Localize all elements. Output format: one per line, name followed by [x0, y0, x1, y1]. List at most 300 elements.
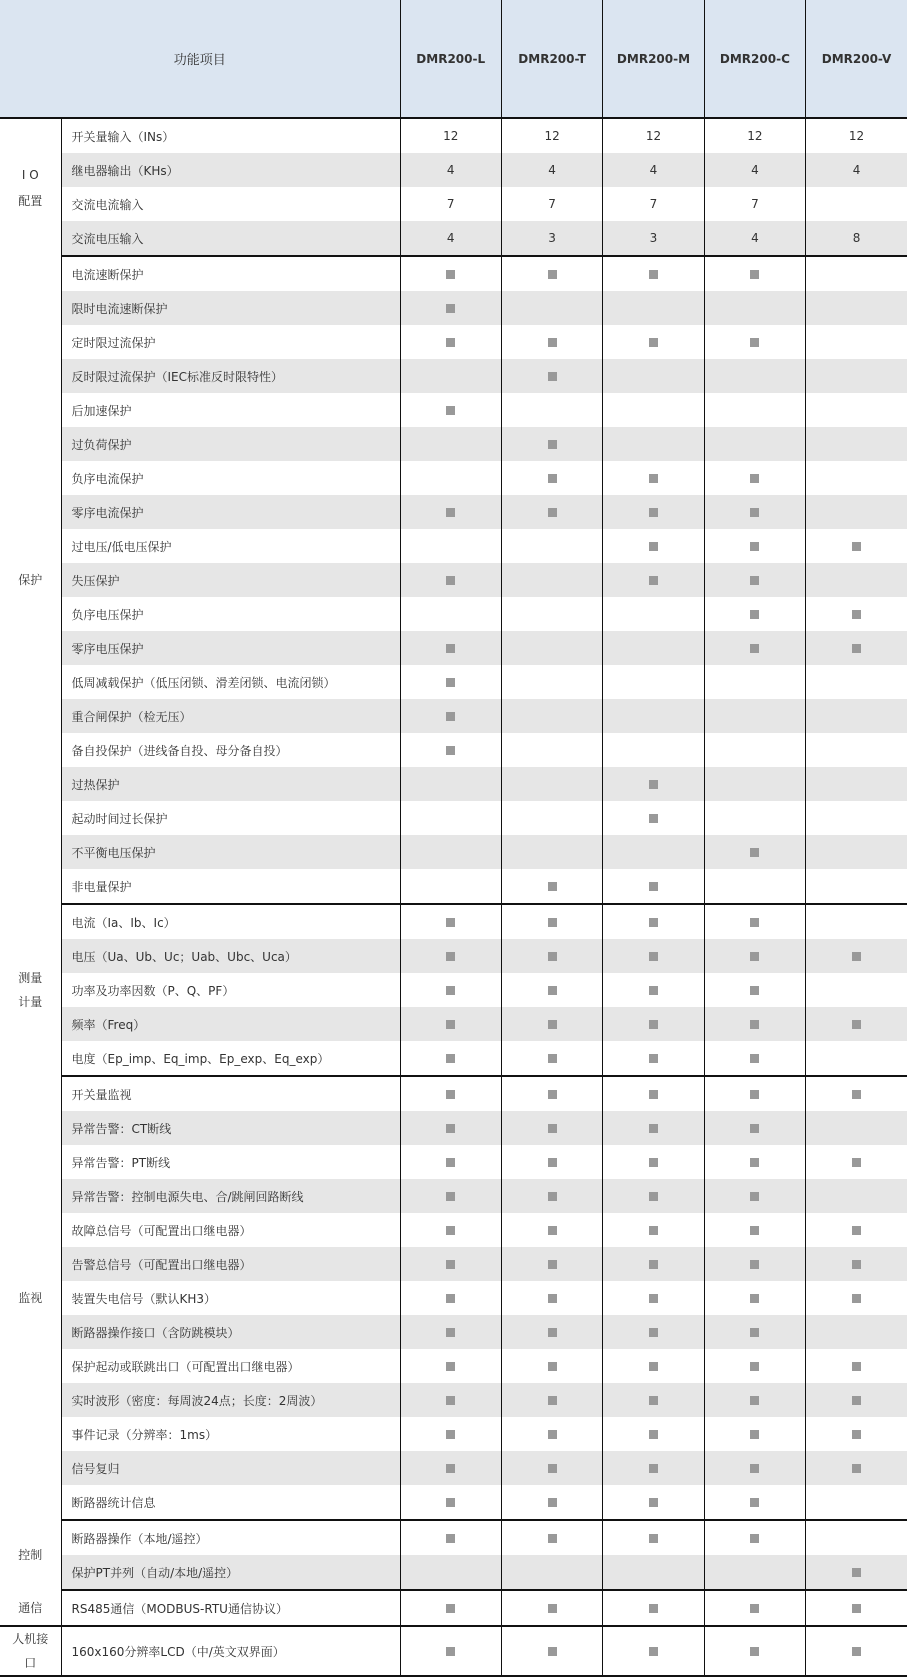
supported-square-icon	[750, 1158, 759, 1167]
value-cell-c	[704, 869, 805, 904]
value-cell-t	[501, 1007, 602, 1041]
supported-square-icon	[548, 1294, 557, 1303]
value-cell-m	[603, 529, 704, 563]
value-cell-c	[704, 359, 805, 393]
value-cell-c	[704, 1007, 805, 1041]
supported-square-icon	[852, 1090, 861, 1099]
table-row	[0, 291, 907, 325]
supported-square-icon	[649, 338, 658, 347]
table-row	[0, 939, 907, 973]
supported-square-icon	[649, 1328, 658, 1337]
value-cell-c	[704, 1111, 805, 1145]
value-cell-l	[400, 767, 501, 801]
feature-name: 断路器操作接口（含防跳模块）	[61, 1315, 400, 1349]
value-cell-l	[400, 1247, 501, 1281]
value-cell-l	[400, 1417, 501, 1451]
value-cell-v	[806, 529, 907, 563]
value-cell-t	[501, 1179, 602, 1213]
supported-square-icon	[750, 1396, 759, 1405]
supported-square-icon	[852, 1464, 861, 1473]
count-value: 3	[649, 231, 658, 245]
table-row	[0, 359, 907, 393]
feature-name: 非电量保护	[61, 869, 400, 904]
value-cell-m	[603, 325, 704, 359]
feature-name: 重合闸保护（检无压）	[61, 699, 400, 733]
value-cell-t	[501, 1451, 602, 1485]
value-cell-m	[603, 1007, 704, 1041]
supported-square-icon	[750, 1604, 759, 1613]
value-cell-l	[400, 1626, 501, 1676]
supported-square-icon	[649, 1192, 658, 1201]
value-cell-c	[704, 1520, 805, 1555]
value-cell-v	[806, 1626, 907, 1676]
value-cell-v	[806, 1349, 907, 1383]
table-body	[0, 118, 907, 1676]
table-row	[0, 1383, 907, 1417]
supported-square-icon	[852, 610, 861, 619]
value-cell-m	[603, 631, 704, 665]
table-row	[0, 1520, 907, 1555]
table-row	[0, 1451, 907, 1485]
value-cell-m	[603, 1041, 704, 1076]
header-row	[0, 0, 907, 118]
header-model-l: DMR200-L	[400, 0, 501, 118]
supported-square-icon	[548, 1604, 557, 1613]
value-cell-m	[603, 427, 704, 461]
value-cell-v	[806, 1111, 907, 1145]
value-cell-l	[400, 1179, 501, 1213]
value-cell-v	[806, 1281, 907, 1315]
value-cell-c	[704, 461, 805, 495]
value-cell-l	[400, 187, 501, 221]
supported-square-icon	[750, 1534, 759, 1543]
supported-square-icon	[750, 1294, 759, 1303]
feature-name: 后加速保护	[71, 403, 132, 418]
supported-square-icon	[649, 1464, 658, 1473]
value-cell-t	[501, 359, 602, 393]
feature-name: 起动时间过长保护	[71, 811, 168, 826]
supported-square-icon	[446, 1647, 455, 1656]
value-cell-c	[704, 801, 805, 835]
feature-name: 开关量监视	[71, 1087, 132, 1102]
value-cell-l	[400, 221, 501, 256]
value-cell-m	[603, 256, 704, 291]
value-cell-l	[400, 1315, 501, 1349]
supported-square-icon	[852, 542, 861, 551]
feature-name: 零序电压保护	[61, 631, 400, 665]
value-cell-l	[400, 529, 501, 563]
supported-square-icon	[548, 882, 557, 891]
group-label: 保护	[0, 256, 61, 904]
value-cell-m	[603, 221, 704, 256]
supported-square-icon	[446, 1294, 455, 1303]
table-row	[0, 393, 907, 427]
supported-square-icon	[446, 406, 455, 415]
count-value: 4	[548, 163, 556, 177]
count-value: 3	[548, 231, 556, 245]
table-row	[0, 529, 907, 563]
supported-square-icon	[649, 882, 658, 891]
group-label: 测量 计量	[0, 904, 61, 1076]
value-cell-v	[806, 869, 907, 904]
supported-square-icon	[548, 1498, 557, 1507]
count-value: 4	[649, 163, 658, 177]
supported-square-icon	[852, 1226, 861, 1235]
value-cell-t	[501, 118, 602, 153]
value-cell-t	[501, 665, 602, 699]
value-cell-m	[603, 1247, 704, 1281]
value-cell-t	[501, 801, 602, 835]
value-cell-t	[501, 869, 602, 904]
supported-square-icon	[750, 848, 759, 857]
value-cell-v	[806, 733, 907, 767]
value-cell-t	[501, 1349, 602, 1383]
supported-square-icon	[548, 1260, 557, 1269]
value-cell-l	[400, 461, 501, 495]
value-cell-t	[501, 1590, 602, 1626]
count-value: 8	[852, 231, 861, 245]
supported-square-icon	[446, 1260, 455, 1269]
supported-square-icon	[649, 474, 658, 483]
value-cell-t	[501, 1383, 602, 1417]
supported-square-icon	[548, 1328, 557, 1337]
supported-square-icon	[750, 1647, 759, 1656]
feature-name: 交流电流输入	[71, 197, 144, 212]
value-cell-c	[704, 904, 805, 939]
supported-square-icon	[548, 440, 557, 449]
count-value: 12	[848, 129, 865, 143]
feature-name: 保护PT并列（自动/本地/遥控）	[61, 1555, 400, 1590]
value-cell-v	[806, 699, 907, 733]
supported-square-icon	[750, 986, 759, 995]
value-cell-m	[603, 1213, 704, 1247]
supported-square-icon	[548, 1054, 557, 1063]
value-cell-t	[501, 1626, 602, 1676]
supported-square-icon	[649, 270, 658, 279]
value-cell-l	[400, 869, 501, 904]
value-cell-v	[806, 563, 907, 597]
table-row	[0, 1590, 907, 1626]
value-cell-m	[603, 291, 704, 325]
value-cell-l	[400, 1076, 501, 1111]
table-row	[0, 118, 907, 153]
supported-square-icon	[446, 1090, 455, 1099]
supported-square-icon	[446, 1362, 455, 1371]
feature-name: 断路器操作（本地/遥控）	[71, 1531, 208, 1546]
count-value: 7	[751, 197, 759, 211]
feature-name: 过负荷保护	[61, 427, 400, 461]
value-cell-v	[806, 461, 907, 495]
feature-name: 限时电流速断保护	[61, 291, 400, 325]
supported-square-icon	[548, 1464, 557, 1473]
value-cell-t	[501, 1247, 602, 1281]
value-cell-l	[400, 325, 501, 359]
value-cell-t	[501, 1213, 602, 1247]
supported-square-icon	[548, 918, 557, 927]
supported-square-icon	[750, 1054, 759, 1063]
value-cell-l	[400, 359, 501, 393]
value-cell-v	[806, 393, 907, 427]
supported-square-icon	[852, 1020, 861, 1029]
value-cell-v	[806, 1041, 907, 1076]
table-row	[0, 973, 907, 1007]
supported-square-icon	[446, 1124, 455, 1133]
value-cell-t	[501, 835, 602, 869]
supported-square-icon	[548, 1362, 557, 1371]
supported-square-icon	[548, 338, 557, 347]
value-cell-t	[501, 1315, 602, 1349]
supported-square-icon	[750, 270, 759, 279]
value-cell-c	[704, 256, 805, 291]
value-cell-v	[806, 1145, 907, 1179]
supported-square-icon	[649, 814, 658, 823]
value-cell-t	[501, 1417, 602, 1451]
supported-square-icon	[446, 952, 455, 961]
supported-square-icon	[649, 1090, 658, 1099]
value-cell-m	[603, 393, 704, 427]
supported-square-icon	[548, 1124, 557, 1133]
table-row	[0, 1145, 907, 1179]
value-cell-t	[501, 187, 602, 221]
supported-square-icon	[446, 1158, 455, 1167]
value-cell-v	[806, 1383, 907, 1417]
value-cell-c	[704, 665, 805, 699]
value-cell-t	[501, 563, 602, 597]
supported-square-icon	[548, 1090, 557, 1099]
feature-name: 告警总信号（可配置出口继电器）	[61, 1247, 400, 1281]
count-value: 4	[446, 231, 455, 245]
supported-square-icon	[649, 986, 658, 995]
feature-name: 异常告警：CT断线	[61, 1111, 400, 1145]
supported-square-icon	[446, 270, 455, 279]
value-cell-v	[806, 1520, 907, 1555]
value-cell-m	[603, 835, 704, 869]
feature-name: RS485通信（MODBUS-RTU通信协议）	[61, 1590, 400, 1626]
supported-square-icon	[649, 1604, 658, 1613]
supported-square-icon	[750, 952, 759, 961]
supported-square-icon	[649, 1534, 658, 1543]
table-row	[0, 699, 907, 733]
value-cell-c	[704, 1213, 805, 1247]
value-cell-m	[603, 1315, 704, 1349]
table-row	[0, 1417, 907, 1451]
table-row	[0, 325, 907, 359]
supported-square-icon	[446, 1396, 455, 1405]
value-cell-c	[704, 529, 805, 563]
feature-name: 负序电流保护	[71, 471, 144, 486]
value-cell-c	[704, 563, 805, 597]
value-cell-c	[704, 1349, 805, 1383]
value-cell-c	[704, 1281, 805, 1315]
supported-square-icon	[649, 1124, 658, 1133]
feature-name: 过热保护	[61, 767, 400, 801]
table-row	[0, 1007, 907, 1041]
supported-square-icon	[446, 644, 455, 653]
feature-name: 零序电流保护	[61, 495, 400, 529]
value-cell-t	[501, 495, 602, 529]
supported-square-icon	[750, 918, 759, 927]
value-cell-c	[704, 495, 805, 529]
value-cell-m	[603, 1281, 704, 1315]
supported-square-icon	[548, 952, 557, 961]
value-cell-v	[806, 1179, 907, 1213]
value-cell-m	[603, 359, 704, 393]
value-cell-c	[704, 939, 805, 973]
value-cell-m	[603, 1590, 704, 1626]
table-row	[0, 1349, 907, 1383]
value-cell-v	[806, 939, 907, 973]
supported-square-icon	[750, 1498, 759, 1507]
supported-square-icon	[750, 508, 759, 517]
value-cell-c	[704, 393, 805, 427]
supported-square-icon	[852, 1158, 861, 1167]
value-cell-l	[400, 427, 501, 461]
value-cell-c	[704, 1383, 805, 1417]
supported-square-icon	[649, 918, 658, 927]
value-cell-v	[806, 597, 907, 631]
supported-square-icon	[446, 1534, 455, 1543]
feature-name: 定时限过流保护	[71, 335, 156, 350]
value-cell-c	[704, 835, 805, 869]
value-cell-t	[501, 325, 602, 359]
supported-square-icon	[750, 1192, 759, 1201]
supported-square-icon	[750, 1226, 759, 1235]
value-cell-t	[501, 1485, 602, 1520]
supported-square-icon	[852, 644, 861, 653]
supported-square-icon	[446, 1192, 455, 1201]
value-cell-m	[603, 973, 704, 1007]
value-cell-l	[400, 1451, 501, 1485]
table-row	[0, 869, 907, 904]
value-cell-v	[806, 1451, 907, 1485]
feature-name: 异常告警：PT断线	[71, 1155, 171, 1170]
header-model-t: DMR200-T	[501, 0, 602, 118]
table-row	[0, 563, 907, 597]
supported-square-icon	[649, 1226, 658, 1235]
count-value: 7	[548, 197, 556, 211]
feature-name: 断路器统计信息	[61, 1485, 400, 1520]
supported-square-icon	[649, 1294, 658, 1303]
supported-square-icon	[649, 542, 658, 551]
value-cell-l	[400, 1349, 501, 1383]
table-row	[0, 597, 907, 631]
feature-name: 异常告警：控制电源失电、合/跳闸回路断线	[61, 1179, 400, 1213]
table-row	[0, 1485, 907, 1520]
value-cell-v	[806, 1555, 907, 1590]
supported-square-icon	[649, 1647, 658, 1656]
group-label: I O 配置	[0, 118, 61, 256]
value-cell-v	[806, 1076, 907, 1111]
value-cell-m	[603, 1417, 704, 1451]
supported-square-icon	[548, 508, 557, 517]
count-value: 12	[443, 129, 459, 143]
feature-name: 160x160分辨率LCD（中/英文双界面）	[61, 1626, 400, 1676]
group-label: 通信	[0, 1590, 61, 1626]
value-cell-m	[603, 1485, 704, 1520]
value-cell-m	[603, 767, 704, 801]
supported-square-icon	[750, 1124, 759, 1133]
value-cell-v	[806, 256, 907, 291]
supported-square-icon	[649, 1020, 658, 1029]
value-cell-l	[400, 1520, 501, 1555]
feature-name: 信号复归	[61, 1451, 400, 1485]
value-cell-m	[603, 563, 704, 597]
group-label: 控制	[0, 1520, 61, 1590]
table-row	[0, 904, 907, 939]
supported-square-icon	[852, 1647, 861, 1656]
table-row	[0, 631, 907, 665]
value-cell-l	[400, 1145, 501, 1179]
value-cell-v	[806, 1213, 907, 1247]
value-cell-t	[501, 461, 602, 495]
value-cell-m	[603, 1555, 704, 1590]
feature-name: 装置失电信号（默认KH3）	[71, 1291, 217, 1306]
supported-square-icon	[446, 918, 455, 927]
supported-square-icon	[446, 986, 455, 995]
table-row	[0, 1555, 907, 1590]
supported-square-icon	[548, 372, 557, 381]
value-cell-v	[806, 359, 907, 393]
value-cell-l	[400, 1281, 501, 1315]
header-model-m: DMR200-M	[603, 0, 704, 118]
value-cell-v	[806, 904, 907, 939]
value-cell-t	[501, 1041, 602, 1076]
value-cell-t	[501, 153, 602, 187]
feature-name: 失压保护	[61, 563, 400, 597]
table-row	[0, 1213, 907, 1247]
table-row	[0, 733, 907, 767]
supported-square-icon	[548, 270, 557, 279]
table-row	[0, 1076, 907, 1111]
value-cell-l	[400, 393, 501, 427]
count-value: 12	[544, 129, 560, 143]
value-cell-l	[400, 1007, 501, 1041]
value-cell-l	[400, 495, 501, 529]
supported-square-icon	[649, 1260, 658, 1269]
value-cell-c	[704, 1485, 805, 1520]
value-cell-c	[704, 767, 805, 801]
value-cell-l	[400, 1111, 501, 1145]
feature-name: 电流速断保护	[71, 267, 144, 282]
value-cell-c	[704, 1555, 805, 1590]
supported-square-icon	[750, 1362, 759, 1371]
supported-square-icon	[750, 1260, 759, 1269]
value-cell-c	[704, 631, 805, 665]
feature-name: 不平衡电压保护	[61, 835, 400, 869]
value-cell-c	[704, 733, 805, 767]
value-cell-l	[400, 699, 501, 733]
table-row	[0, 665, 907, 699]
feature-name: 低周减载保护（低压闭锁、滑差闭锁、电流闭锁）	[71, 675, 336, 690]
value-cell-t	[501, 767, 602, 801]
supported-square-icon	[649, 780, 658, 789]
feature-name: 电流（Ia、Ib、Ic）	[71, 915, 176, 930]
supported-square-icon	[852, 1362, 861, 1371]
value-cell-v	[806, 187, 907, 221]
value-cell-l	[400, 665, 501, 699]
header-model-c: DMR200-C	[704, 0, 805, 118]
value-cell-l	[400, 939, 501, 973]
value-cell-v	[806, 153, 907, 187]
table-row	[0, 1111, 907, 1145]
value-cell-v	[806, 427, 907, 461]
value-cell-v	[806, 1315, 907, 1349]
value-cell-t	[501, 631, 602, 665]
supported-square-icon	[852, 1396, 861, 1405]
value-cell-l	[400, 153, 501, 187]
value-cell-m	[603, 904, 704, 939]
supported-square-icon	[548, 1226, 557, 1235]
